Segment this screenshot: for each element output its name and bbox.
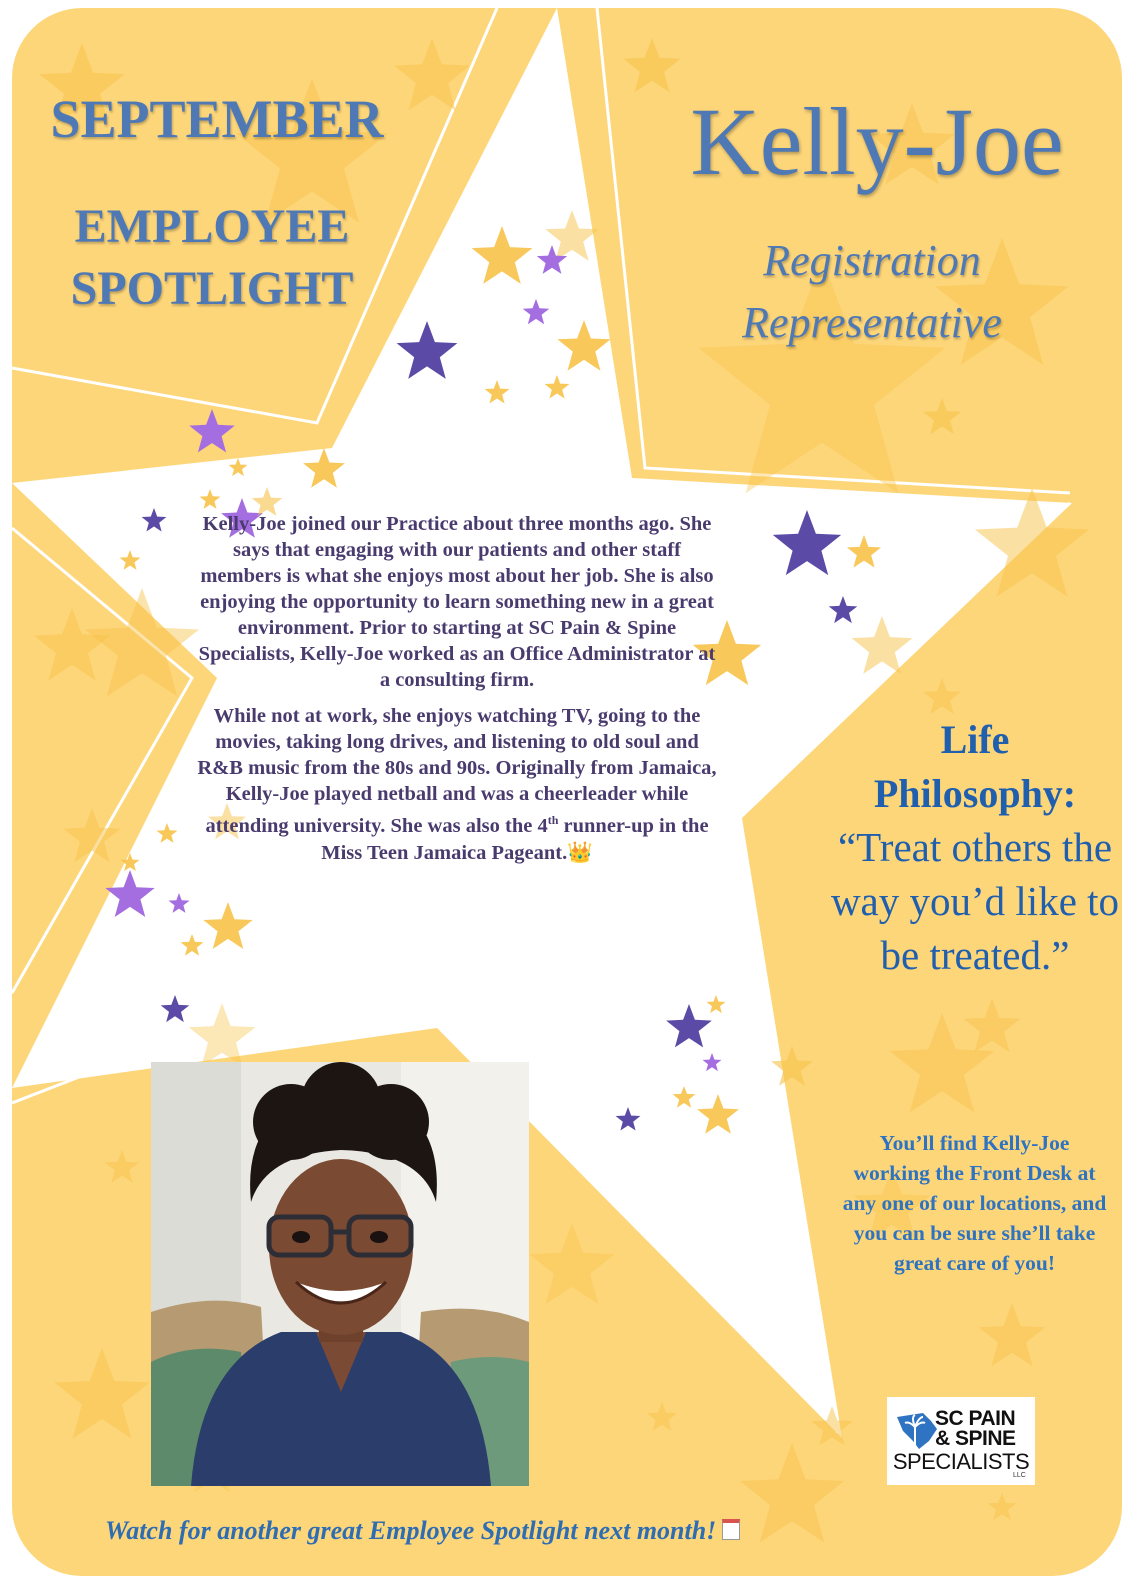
logo-line-2: & SPINE bbox=[935, 1427, 1016, 1450]
bio-paragraph-2-text: While not at work, she enjoys watching TV, going to the movies, taking long drives, and listening to old soul and R&B music from the 80s and 90s. Originally from Jamaica, Kelly-Joe played netball and was a cheerleader while attending university. She was also the 4 bbox=[197, 705, 717, 837]
life-philosophy-quote: “Treat others the way you’d like to be treated.” bbox=[830, 824, 1120, 978]
star-icon bbox=[34, 608, 110, 680]
footer-text: Watch for another great Employee Spotlight next month! bbox=[105, 1516, 717, 1545]
calendar-icon bbox=[722, 1519, 740, 1540]
spotlight-heading-line2: SPOTLIGHT bbox=[70, 262, 354, 315]
star-icon bbox=[923, 678, 961, 714]
sc-state-palmetto-icon bbox=[893, 1407, 941, 1455]
bio-paragraph-2 bbox=[192, 703, 722, 866]
star-icon bbox=[979, 1303, 1046, 1366]
ordinal-suffix: th bbox=[547, 813, 559, 827]
star-icon bbox=[529, 1223, 615, 1304]
star-icon bbox=[189, 409, 235, 452]
life-philosophy-heading-line1: Life bbox=[940, 717, 1010, 762]
star-icon bbox=[988, 1493, 1017, 1520]
logo-line-3: SPECIALISTS bbox=[892, 1449, 1030, 1474]
logo-line-1: SC PAIN bbox=[935, 1407, 1016, 1430]
life-philosophy-heading bbox=[830, 713, 1120, 821]
footer-note bbox=[105, 1516, 865, 1546]
month-heading: SEPTEMBER bbox=[50, 89, 384, 149]
bio-paragraph-1: Kelly-Joe joined our Practice about three months ago. She says that engaging with our patients and other staff members is what she enjoys most about her job. She is also enjoying the opportunity to learn something new in a great environment. Prior to starting at SC Pain & Spine Specialists, Kelly-Joe worked as an Office Administrator at a consulting firm. bbox=[198, 513, 716, 691]
front-desk-note: You’ll find Kelly-Joe working the Front Desk at any one of our locations, and you can be sure she’ll take great care of you! bbox=[842, 1131, 1107, 1275]
star-icon bbox=[54, 1348, 149, 1439]
employee-photo bbox=[151, 1062, 529, 1486]
employee-name: Kelly-Joe bbox=[690, 88, 1064, 195]
spotlight-heading bbox=[32, 196, 392, 320]
life-philosophy-heading-line2: Philosophy: bbox=[873, 771, 1077, 816]
star-icon bbox=[964, 998, 1021, 1052]
star-icon bbox=[647, 1402, 677, 1431]
bio-text bbox=[192, 511, 722, 876]
company-logo bbox=[887, 1397, 1035, 1485]
star-icon bbox=[624, 38, 681, 92]
role-line1: Registration bbox=[763, 236, 981, 285]
crown-icon: 👑 bbox=[567, 839, 593, 864]
employee-role bbox=[672, 230, 1072, 354]
portrait-illustration bbox=[151, 1062, 529, 1486]
star-icon bbox=[105, 1150, 139, 1183]
star-icon bbox=[923, 398, 961, 434]
bio-paragraph-2-end: runner-up in the Miss Teen Jamaica Pageant. bbox=[321, 814, 709, 864]
spotlight-heading-line1: EMPLOYEE bbox=[74, 200, 350, 253]
role-line2: Representative bbox=[742, 298, 1002, 347]
logo-suffix: LLC bbox=[1013, 1472, 1026, 1479]
